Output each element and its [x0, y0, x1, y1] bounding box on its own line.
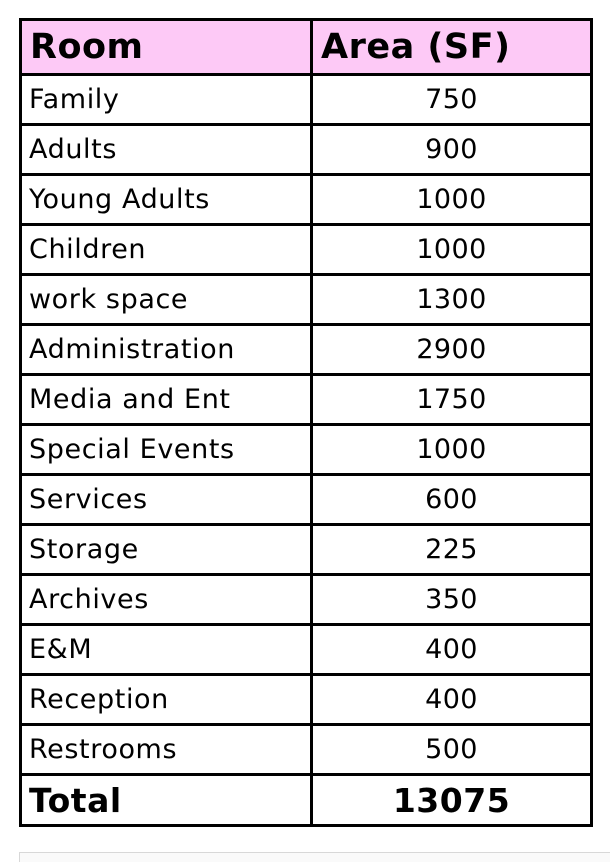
- table-row: [21, 325, 592, 375]
- area-cell: 400: [312, 625, 592, 675]
- area-cell: 1300: [312, 275, 592, 325]
- room-cell: work space: [21, 275, 312, 325]
- area-cell: 350: [312, 575, 592, 625]
- total-value: 13075: [312, 775, 592, 826]
- area-cell: 400: [312, 675, 592, 725]
- table-row: [21, 75, 592, 125]
- table-header: [21, 20, 592, 75]
- table-row: [21, 175, 592, 225]
- table-row: [21, 625, 592, 675]
- area-cell: 1000: [312, 425, 592, 475]
- table-footer: [21, 775, 592, 826]
- area-cell: 1750: [312, 375, 592, 425]
- table-row: [21, 725, 592, 775]
- header-row: [21, 20, 592, 75]
- area-cell: 750: [312, 75, 592, 125]
- table-body: [21, 75, 592, 775]
- area-cell: 2900: [312, 325, 592, 375]
- room-cell: E&M: [21, 625, 312, 675]
- room-area-table: [19, 18, 593, 827]
- area-cell: 900: [312, 125, 592, 175]
- area-cell: 225: [312, 525, 592, 575]
- area-cell: 500: [312, 725, 592, 775]
- table-row: [21, 225, 592, 275]
- table-row: [21, 675, 592, 725]
- room-cell: Adults: [21, 125, 312, 175]
- room-cell: Administration: [21, 325, 312, 375]
- total-row: [21, 775, 592, 826]
- room-cell: Media and Ent: [21, 375, 312, 425]
- room-cell: Special Events: [21, 425, 312, 475]
- header-room: Room: [21, 20, 312, 75]
- table-row: [21, 525, 592, 575]
- table-row: [21, 575, 592, 625]
- table-row: [21, 275, 592, 325]
- page-bottom-strip: [19, 852, 610, 862]
- table-row: [21, 475, 592, 525]
- room-cell: Young Adults: [21, 175, 312, 225]
- total-label: Total: [21, 775, 312, 826]
- room-cell: Services: [21, 475, 312, 525]
- header-area: Area (SF): [312, 20, 592, 75]
- table-row: [21, 425, 592, 475]
- area-cell: 1000: [312, 225, 592, 275]
- room-cell: Archives: [21, 575, 312, 625]
- area-cell: 1000: [312, 175, 592, 225]
- area-cell: 600: [312, 475, 592, 525]
- room-cell: Family: [21, 75, 312, 125]
- room-cell: Reception: [21, 675, 312, 725]
- room-cell: Storage: [21, 525, 312, 575]
- room-cell: Restrooms: [21, 725, 312, 775]
- table-row: [21, 125, 592, 175]
- table-row: [21, 375, 592, 425]
- room-cell: Children: [21, 225, 312, 275]
